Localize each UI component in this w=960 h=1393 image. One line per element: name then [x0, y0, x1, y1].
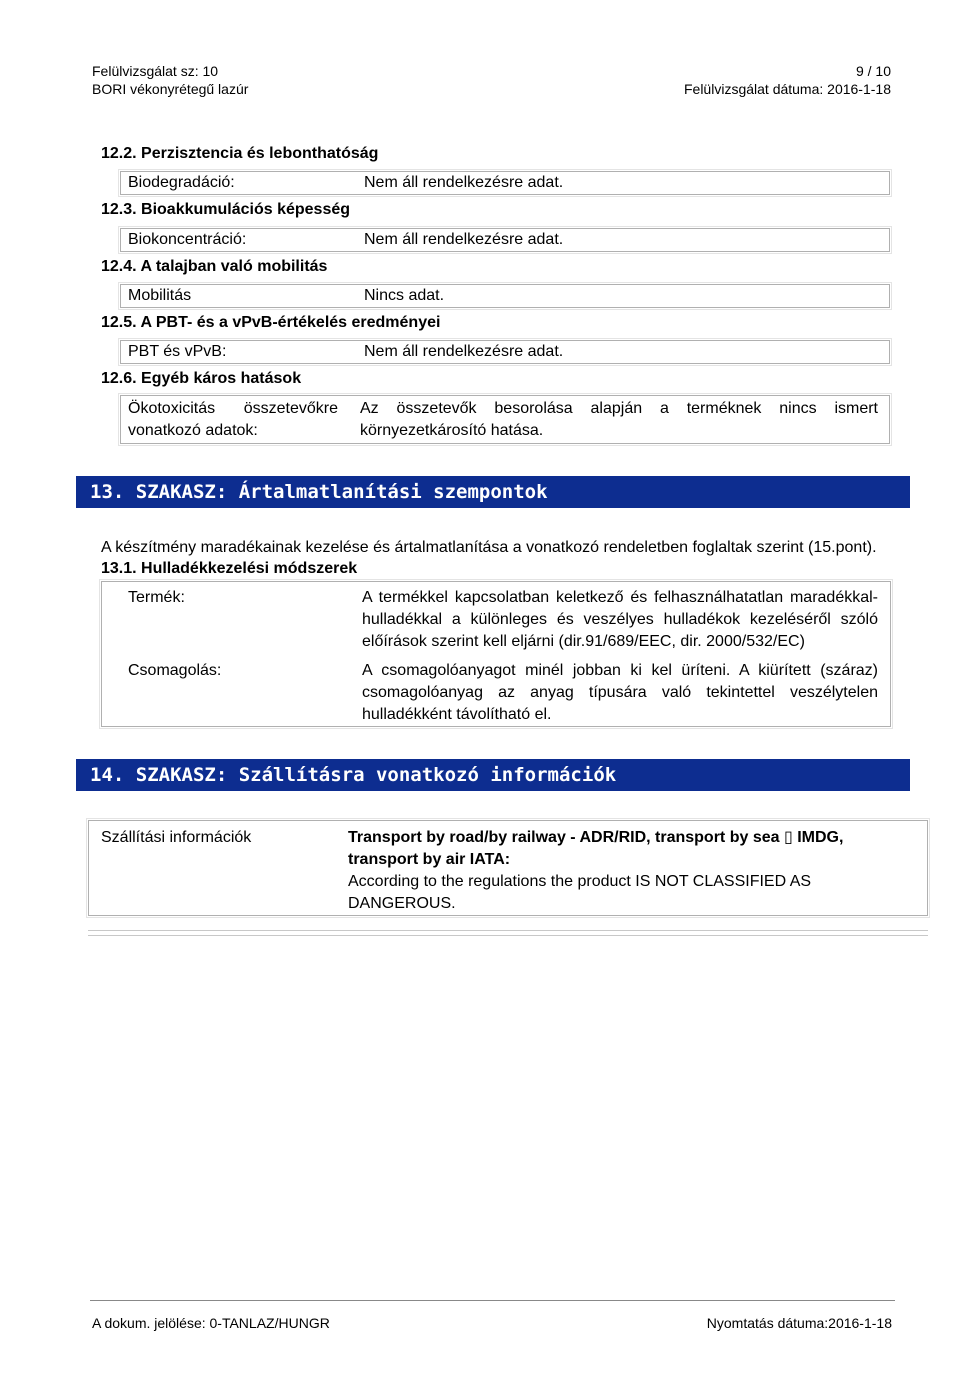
- heading-13-1: 13.1. Hulladékkezelési módszerek: [101, 560, 358, 577]
- pbt-label: PBT és vPvB:: [128, 343, 227, 360]
- pbt-value: Nem áll rendelkezésre adat.: [364, 343, 564, 360]
- disposal-intro: A készítmény maradékainak kezelése és ártalmatlanítása a vonatkozó rendeletben foglaltak szerint (15.pont).: [101, 539, 877, 556]
- biodegradation-row: [120, 171, 890, 195]
- section-14-title: 14. SZAKASZ: Szállításra vonatkozó információk: [76, 759, 910, 791]
- table-bottom-rule: [88, 930, 928, 936]
- revision-number: Felülvizsgálat sz: 10: [92, 63, 219, 79]
- heading-12-5: 12.5. A PBT- és a vPvB-értékelés eredményei: [101, 314, 441, 331]
- transport-modes: Transport by road/by railway - ADR/RID, transport by sea ▯ IMDG, transport by air IATA:: [348, 829, 844, 868]
- bioconcentration-label: Biokoncentráció:: [128, 231, 247, 248]
- biodegradation-label: Biodegradáció:: [128, 174, 235, 191]
- ecotox-row: [120, 395, 890, 444]
- product-label: Termék:: [128, 589, 185, 606]
- waste-methods-table: [101, 581, 891, 727]
- heading-12-6: 12.6. Egyéb káros hatások: [101, 370, 302, 387]
- packaging-disposal-text: A csomagolóanyagot minél jobban ki kel üríteni. A kiürített (száraz) csomagolóanyag az anyag típusára való tekintettel veszélytelen hulladékként távolítható el.: [362, 662, 878, 723]
- footer-divider: [90, 1300, 895, 1301]
- heading-12-3: 12.3. Bioakkumulációs képesség: [101, 201, 351, 218]
- mobility-label: Mobilitás: [128, 287, 192, 304]
- transport-table: [88, 820, 928, 916]
- transport-classification: According to the regulations the product IS NOT CLASSIFIED AS DANGEROUS.: [348, 873, 812, 912]
- bioconcentration-value: Nem áll rendelkezésre adat.: [364, 231, 564, 248]
- heading-12-2: 12.2. Perzisztencia és lebonthatóság: [101, 145, 379, 162]
- bioconcentration-row: [120, 228, 890, 252]
- mobility-value: Nincs adat.: [364, 287, 445, 304]
- page-number: 9 / 10: [855, 63, 891, 79]
- section-13-title: 13. SZAKASZ: Ártalmatlanítási szempontok: [76, 476, 910, 508]
- transport-label: Szállítási információk: [101, 829, 252, 846]
- ecotox-value: Az összetevők besorolása alapján a terméknek nincs ismert környezetkárosító hatása.: [360, 400, 878, 439]
- ecotox-label: Ökotoxicitás összetevőkre vonatkozó adatok:: [128, 400, 338, 439]
- packaging-label: Csomagolás:: [128, 662, 222, 679]
- product-disposal-text: A termékkel kapcsolatban keletkező és felhasználhatatlan maradékkal-hulladékkal a különleges és veszélyes hulladékok kezeléséről szóló előírások szerint kell eljárni (dir.91/689/EEC, dir. 2000/532/EC): [362, 589, 878, 650]
- print-date: Nyomtatás dátuma:2016-1-18: [706, 1315, 892, 1331]
- document-id: A dokum. jelölése: 0-TANLAZ/HUNGR: [92, 1315, 330, 1331]
- biodegradation-value: Nem áll rendelkezésre adat.: [364, 174, 564, 191]
- heading-12-4: 12.4. A talajban való mobilitás: [101, 258, 328, 275]
- product-name: BORI vékonyrétegű lazúr: [92, 81, 249, 97]
- revision-date: Felülvizsgálat dátuma: 2016-1-18: [683, 81, 891, 97]
- pbt-row: [120, 340, 890, 364]
- mobility-row: [120, 284, 890, 308]
